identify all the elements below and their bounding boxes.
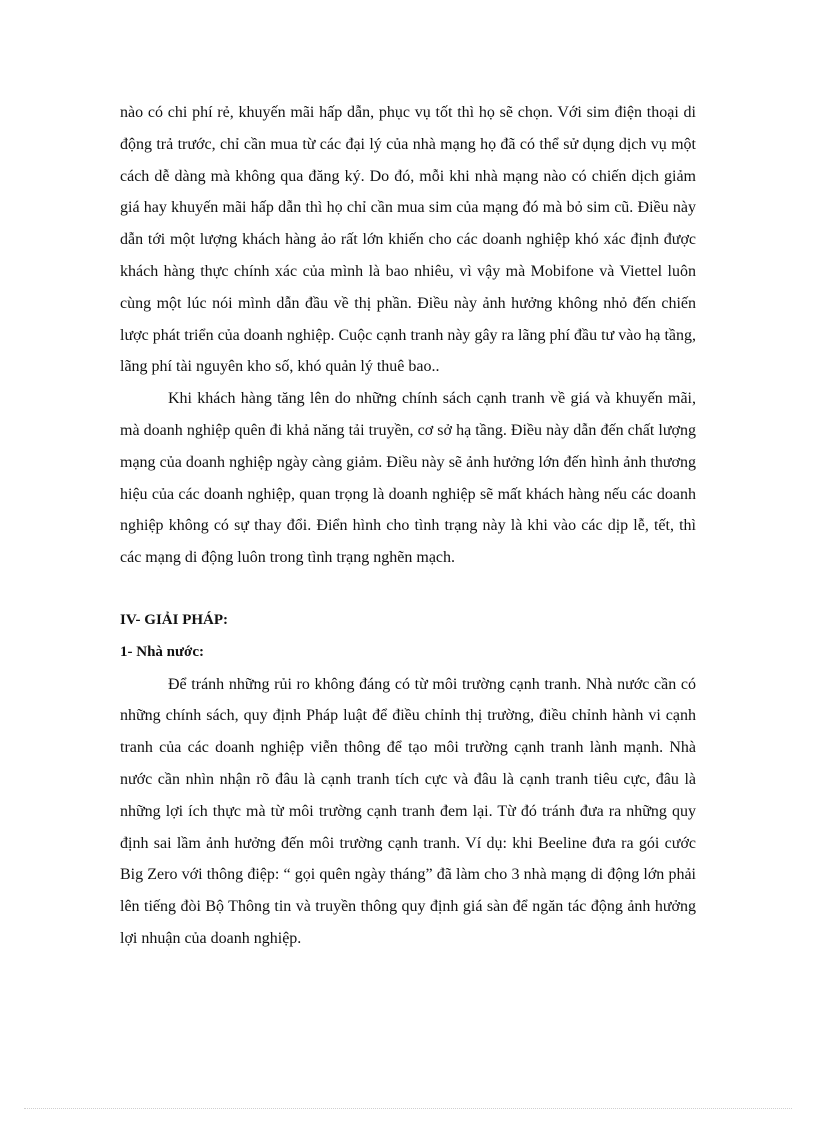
page-bottom-divider	[24, 1108, 792, 1109]
subsection-heading: 1- Nhà nước:	[120, 643, 204, 660]
section-heading: IV- GIẢI PHÁP:	[120, 611, 229, 628]
body-paragraph-3: Để tránh những rủi ro không đáng có từ môi trường cạnh tranh. Nhà nước cần có những chính sách, quy định Pháp luật để điều chỉnh thị trường, điều chỉnh hành vi cạnh tranh của các doanh nghiệp viễn thông để tạo môi trường cạnh tranh lành mạnh. Nhà nước cần nhìn nhận rõ đâu là cạnh tranh tích cực và đâu là cạnh tranh tiêu cực, đâu là những lợi ích thực mà từ môi trường cạnh tranh đem lại. Từ đó tránh đưa ra những quy định sai lầm ảnh hưởng đến môi trường cạnh tranh. Ví dụ: khi Beeline đưa ra gói cước Big Zero với thông điệp: “ gọi quên ngày tháng” đã làm cho 3 nhà mạng di động lớn phải lên tiếng đòi Bộ Thông tin và truyền thông quy định giá sàn để ngăn tác động ảnh hưởng lợi nhuận của doanh nghiệp.	[120, 675, 696, 947]
body-paragraph-1: nào có chi phí rẻ, khuyến mãi hấp dẫn, phục vụ tốt thì họ sẽ chọn. Với sim điện thoại di động trả trước, chỉ cần mua từ các đại lý của nhà mạng họ đã có thể sử dụng dịch vụ một cách dễ dàng mà không qua đăng ký. Do đó, mỗi khi nhà mạng nào có chiến dịch giảm giá hay khuyến mãi hấp dẫn thì họ chỉ cần mua sim của mạng đó mà bỏ sim cũ. Điều này dẫn tới một lượng khách hàng ảo rất lớn khiến cho các doanh nghiệp khó xác định được khách hàng thực chính xác của mình là bao nhiêu, vì vậy mà Mobifone và Viettel luôn cùng một lúc nói mình dẫn đầu về thị phần. Điều này ảnh hưởng không nhỏ đến chiến lược phát triển của doanh nghiệp. Cuộc cạnh tranh này gây ra lãng phí đầu tư vào hạ tầng, lãng phí tài nguyên kho số, khó quản lý thuê bao..	[120, 104, 696, 376]
body-paragraph-2: Khi khách hàng tăng lên do những chính sách cạnh tranh về giá và khuyến mãi, mà doanh nghiệp quên đi khả năng tải truyền, cơ sở hạ tầng. Điều này dẫn đến chất lượng mạng của doanh nghiệp ngày càng giảm. Điều này sẽ ảnh hưởng lớn đến hình ảnh thương hiệu của các doanh nghiệp, quan trọng là doanh nghiệp sẽ mất khách hàng nếu các doanh nghiệp không có sự thay đổi. Điển hình cho tình trạng này là khi vào các dịp lễ, tết, thì các mạng di động luôn trong tình trạng nghẽn mạch.	[120, 390, 696, 567]
document-page	[120, 97, 696, 955]
